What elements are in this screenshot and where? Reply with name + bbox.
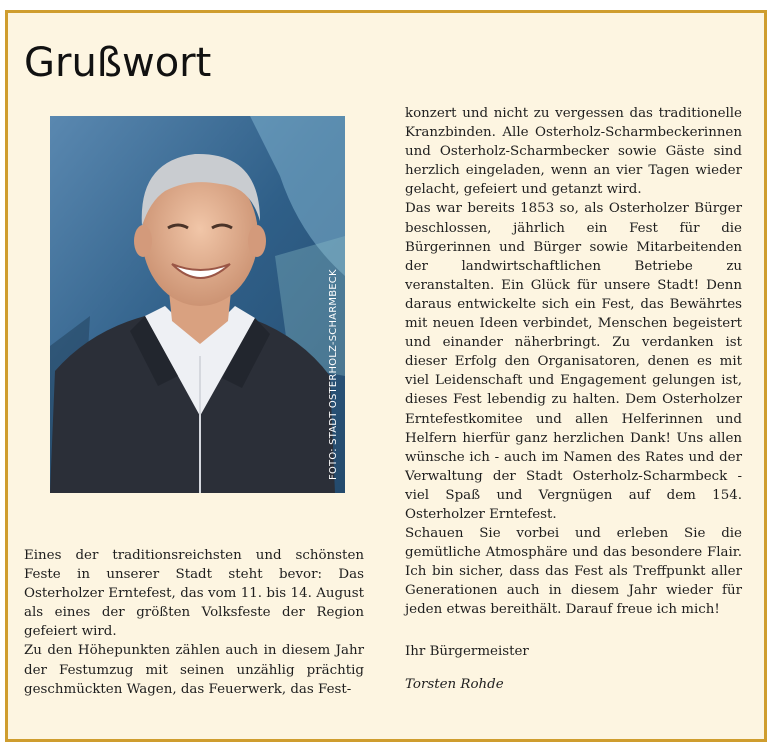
paragraph: Das war bereits 1853 so, als Osterholzer Bürger beschlossen, jährlich ein Fest für die Bürgerinnen und Bürger sowie Mitarbeitenden der landwirtschaftlichen Betriebe zu veranstalten. Ein Glück für unsere Stadt! Denn daraus entwickelte sich ein Fest, das Bewährtes mit neuen Ideen verbindet, Menschen begeistert und einander näherbringt. Zu verdanken ist dieser Erfolg den Organisatoren, denen es mit viel Leidenschaft und Engagement gelungen ist, dieses Fest lebendig zu halten. Dem Osterholzer Erntefestkomitee und allen Helferinnen und Helfern hierfür ganz herzlichen Dank! Uns allen wünsche ich - auch im Namen des Rates und der Verwaltung der Stadt Osterholz-Scharmbeck - viel Spaß und Vergnügen auf dem 154. Osterholzer Erntefest. xyxy=(405,201,742,522)
paragraph: Zu den Höhepunkten zählen auch in diesem Jahr der Festumzug mit seinen unzählig prächtig geschmückten Wagen, das Feuerwerk, das Fest- xyxy=(24,643,364,697)
left-column-text xyxy=(24,546,364,699)
paragraph: Eines der traditionsreichsten und schönsten Feste in unserer Stadt steht bevor: Das Osterholzer Erntefest, das vom 11. bis 14. August als eines der größten Volksfeste der Region gefeiert wird. xyxy=(24,548,364,640)
paragraph: Schauen Sie vorbei und erleben Sie die gemütliche Atmosphäre und das besondere Flair. Ich bin sicher, dass das Fest als Treffpunkt aller Generationen auch in diesem Jahr wieder für jeden etwas bereithält. Darauf freue ich mich! xyxy=(405,526,742,618)
signature-name: Torsten Rohde xyxy=(405,676,504,692)
portrait-illustration xyxy=(50,116,345,493)
paragraph: konzert und nicht zu vergessen das traditionelle Kranzbinden. Alle Osterholz-Scharmbeckerinnen und Osterholz-Scharmbecker sowie Gäste sind herzlich eingeladen, wenn an vier Tagen wieder gelacht, gefeiert und getanzt wird. xyxy=(405,106,742,198)
mayor-portrait-photo xyxy=(50,116,345,493)
right-column-text xyxy=(405,104,742,694)
page-title: Grußwort xyxy=(24,40,212,86)
signature-closing: Ihr Bürgermeister xyxy=(405,643,529,659)
photo-credit: FOTO: STADT OSTERHOLZ-SCHARMBECK xyxy=(328,269,339,480)
